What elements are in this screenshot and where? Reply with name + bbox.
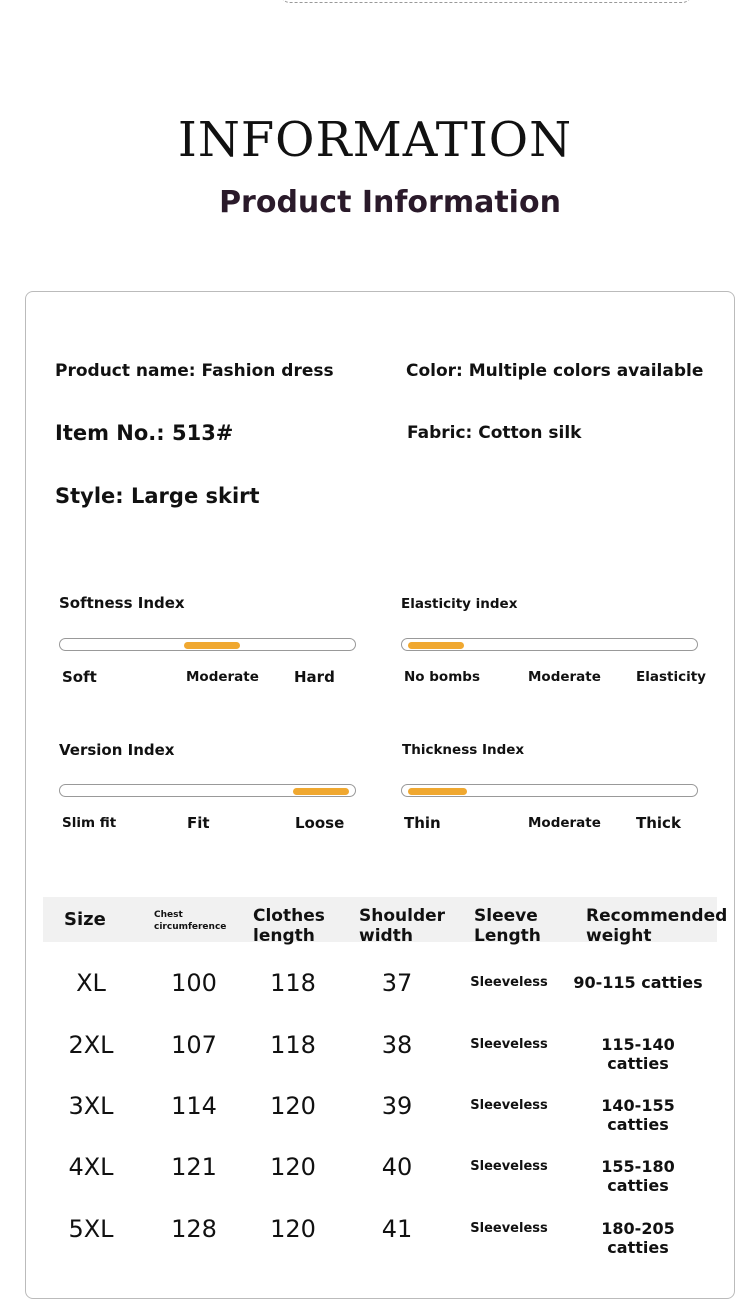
softness-scale-low: Soft [62, 668, 97, 686]
header-clothes-length: Clothes length [253, 906, 325, 946]
softness-index-bar [59, 638, 356, 651]
product-information-subtitle: Product Information [219, 185, 561, 220]
cell-chest: 100 [171, 969, 217, 997]
fabric: Fabric: Cotton silk [407, 423, 582, 443]
version-scale-high: Loose [295, 814, 345, 832]
version-scale-mid: Fit [187, 814, 210, 832]
cell-shoulder: 41 [381, 1215, 413, 1243]
elasticity-scale-mid: Moderate [528, 669, 601, 685]
cell-sleeve: Sleeveless [470, 1098, 548, 1113]
product-color: Color: Multiple colors available [406, 361, 704, 381]
thickness-scale-low: Thin [404, 814, 441, 832]
cell-sleeve: Sleeveless [470, 1037, 548, 1052]
version-index-level [293, 788, 349, 795]
header-recommended-weight: Recommended weight [586, 906, 728, 946]
thickness-index-label: Thickness Index [402, 742, 525, 758]
version-index-bar [59, 784, 356, 797]
cell-shoulder: 40 [381, 1153, 413, 1181]
version-scale-low: Slim fit [62, 815, 117, 831]
softness-index-label: Softness Index [59, 594, 185, 612]
cell-sleeve: Sleeveless [470, 975, 548, 990]
cell-weight: 115-140 catties [601, 1035, 675, 1073]
softness-index-level [184, 642, 240, 649]
cell-shoulder: 37 [381, 969, 413, 997]
cell-length: 120 [270, 1215, 316, 1243]
cell-sleeve: Sleeveless [470, 1159, 548, 1174]
header-shoulder-width: Shoulder width [359, 906, 446, 946]
elasticity-index-level [408, 642, 464, 649]
softness-scale-high: Hard [294, 668, 335, 686]
elasticity-index-bar [401, 638, 698, 651]
softness-scale-mid: Moderate [186, 669, 259, 685]
elasticity-index-label: Elasticity index [401, 596, 518, 612]
cell-length: 118 [270, 1031, 316, 1059]
cell-shoulder: 38 [381, 1031, 413, 1059]
information-title: INFORMATION [177, 112, 573, 168]
top-dashed-frame [280, 0, 692, 3]
thickness-index-bar [401, 784, 698, 797]
cell-weight: 155-180 catties [601, 1157, 675, 1195]
cell-sleeve: Sleeveless [470, 1221, 548, 1236]
cell-size: 4XL [68, 1153, 114, 1181]
cell-length: 118 [270, 969, 316, 997]
cell-size: 3XL [68, 1092, 114, 1120]
elasticity-scale-high: Elasticity [636, 669, 706, 685]
thickness-scale-high: Thick [636, 814, 681, 832]
cell-size: 2XL [68, 1031, 114, 1059]
thickness-index-level [408, 788, 467, 795]
cell-size: 5XL [68, 1215, 114, 1243]
cell-size: XL [76, 969, 106, 997]
cell-chest: 128 [171, 1215, 217, 1243]
cell-weight: 140-155 catties [601, 1096, 675, 1134]
style: Style: Large skirt [55, 484, 260, 508]
cell-length: 120 [270, 1092, 316, 1120]
cell-weight: 90-115 catties [573, 973, 703, 992]
header-chest: Chest circumference [154, 910, 227, 932]
thickness-scale-mid: Moderate [528, 815, 601, 831]
elasticity-scale-low: No bombs [404, 669, 480, 685]
cell-length: 120 [270, 1153, 316, 1181]
cell-chest: 114 [171, 1092, 217, 1120]
cell-weight: 180-205 catties [601, 1219, 675, 1257]
product-name: Product name: Fashion dress [55, 361, 334, 381]
item-number: Item No.: 513# [55, 421, 234, 445]
header-size: Size [64, 909, 106, 930]
header-sleeve-length: Sleeve Length [474, 906, 541, 946]
cell-chest: 121 [171, 1153, 217, 1181]
cell-shoulder: 39 [381, 1092, 413, 1120]
cell-chest: 107 [171, 1031, 217, 1059]
version-index-label: Version Index [59, 741, 175, 759]
